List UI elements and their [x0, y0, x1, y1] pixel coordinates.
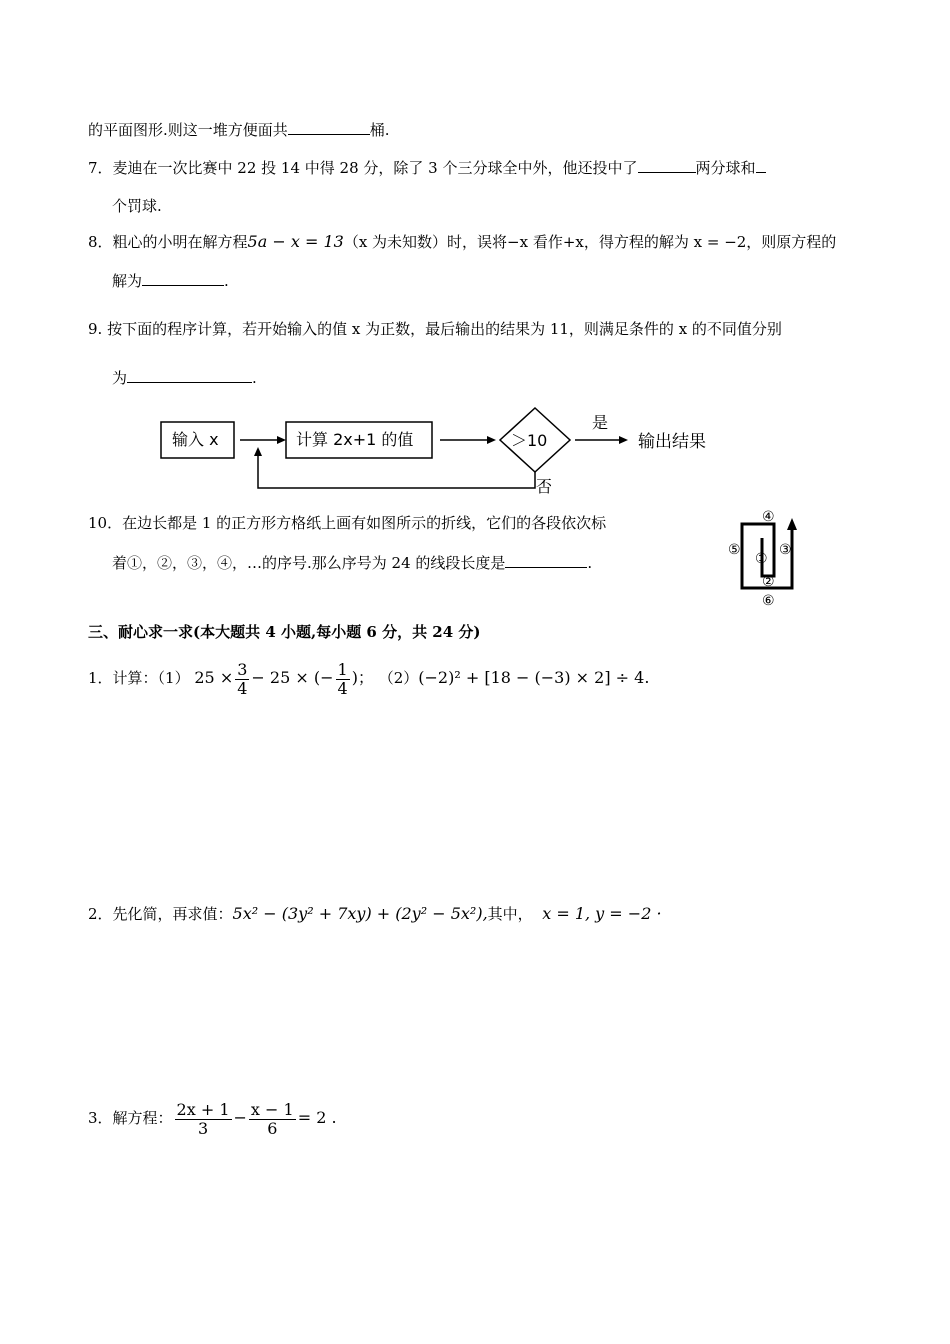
arrow-up-icon: [787, 518, 797, 530]
segment-label-6: ⑥: [762, 593, 775, 609]
problem-1: 1．计算：（1） 25 × $\frac{3}{4}$ − 25 × (− $\frac{1}{4}$ )； （2）(−2)² + [18 − (−3) × 2] ÷ 4.: [88, 659, 650, 698]
equation: 5a − x = 13: [247, 232, 344, 251]
segment-label-5: ⑤: [728, 542, 741, 558]
answer-blank[interactable]: [505, 553, 587, 568]
question-7: 7．麦迪在一次比赛中 22 投 14 中得 28 分，除了 3 个三分球全中外，他还投中了 两分球和: [88, 158, 766, 178]
condition-label: ＞10: [511, 431, 548, 450]
arrow-icon: [254, 447, 262, 456]
compute-label: 计算 2x+1 的值: [296, 430, 414, 449]
arrow-icon: [277, 436, 286, 444]
fraction: $\frac{x - 1}{6}$: [250, 1099, 294, 1138]
answer-blank[interactable]: [288, 120, 370, 135]
fraction: $\frac{1}{4}$: [337, 659, 348, 698]
question-8-line2: 解为 .: [112, 272, 229, 290]
segment-label-3: ③: [779, 542, 792, 558]
problem-3: 3．解方程： $\frac{2x + 1}{3}$ − $\frac{x - 1}{6}$ = 2 .: [88, 1099, 337, 1138]
question-10-line2: 着①，②，③，④，…的序号.那么序号为 24 的线段长度是 .: [112, 554, 593, 572]
spiral-polyline-figure: [722, 506, 802, 610]
fraction: $\frac{3}{4}$: [237, 659, 248, 698]
answer-blank[interactable]: [142, 271, 224, 286]
segment-label-1: ①: [755, 551, 768, 567]
problem-2: 2．先化简，再求值：5x² − (3y² + 7xy) + (2y² − 5x²),其中， x = 1, y = −2 ·: [88, 904, 662, 923]
question-9: 9. 按下面的程序计算，若开始输入的值 x 为正数，最后输出的结果为 11，则满足条件的 x 的不同值分别: [88, 320, 782, 338]
input-label: 输入 x: [172, 430, 219, 449]
fraction: $\frac{2x + 1}{3}$: [176, 1099, 230, 1138]
question-10: 10．在边长都是 1 的正方形方格纸上画有如图所示的折线，它们的各段依次标: [88, 514, 607, 532]
condition: x = 1, y = −2 ·: [542, 904, 662, 923]
expression-2: (−2)² + [18 − (−3) × 2] ÷ 4.: [418, 668, 650, 687]
program-flowchart: [150, 402, 740, 498]
expression: 5x² − (3y² + 7xy) + (2y² − 5x²),: [232, 904, 488, 923]
question-8: 8．粗心的小明在解方程5a − x = 13（x 为未知数）时，误将−x 看作+x，得方程的解为 x = −2，则原方程的: [88, 232, 837, 251]
arrow-icon: [619, 436, 628, 444]
answer-blank[interactable]: [756, 158, 766, 173]
segment-label-2: ②: [762, 574, 775, 590]
no-label: 否: [536, 477, 553, 496]
segment-label-4: ④: [762, 509, 775, 525]
section-3-title: 三、耐心求一求(本大题共 4 小题,每小题 6 分，共 24 分): [88, 623, 481, 641]
question-9-line2: 为 .: [112, 369, 257, 387]
question-7-line2: 个罚球.: [112, 197, 162, 215]
answer-blank[interactable]: [127, 368, 252, 383]
output-label: 输出结果: [638, 432, 706, 452]
q6-line: 的平面图形.则这一堆方便面共 桶.: [88, 121, 390, 139]
arrow-icon: [487, 436, 496, 444]
yes-label: 是: [592, 413, 609, 432]
answer-blank[interactable]: [638, 158, 696, 173]
